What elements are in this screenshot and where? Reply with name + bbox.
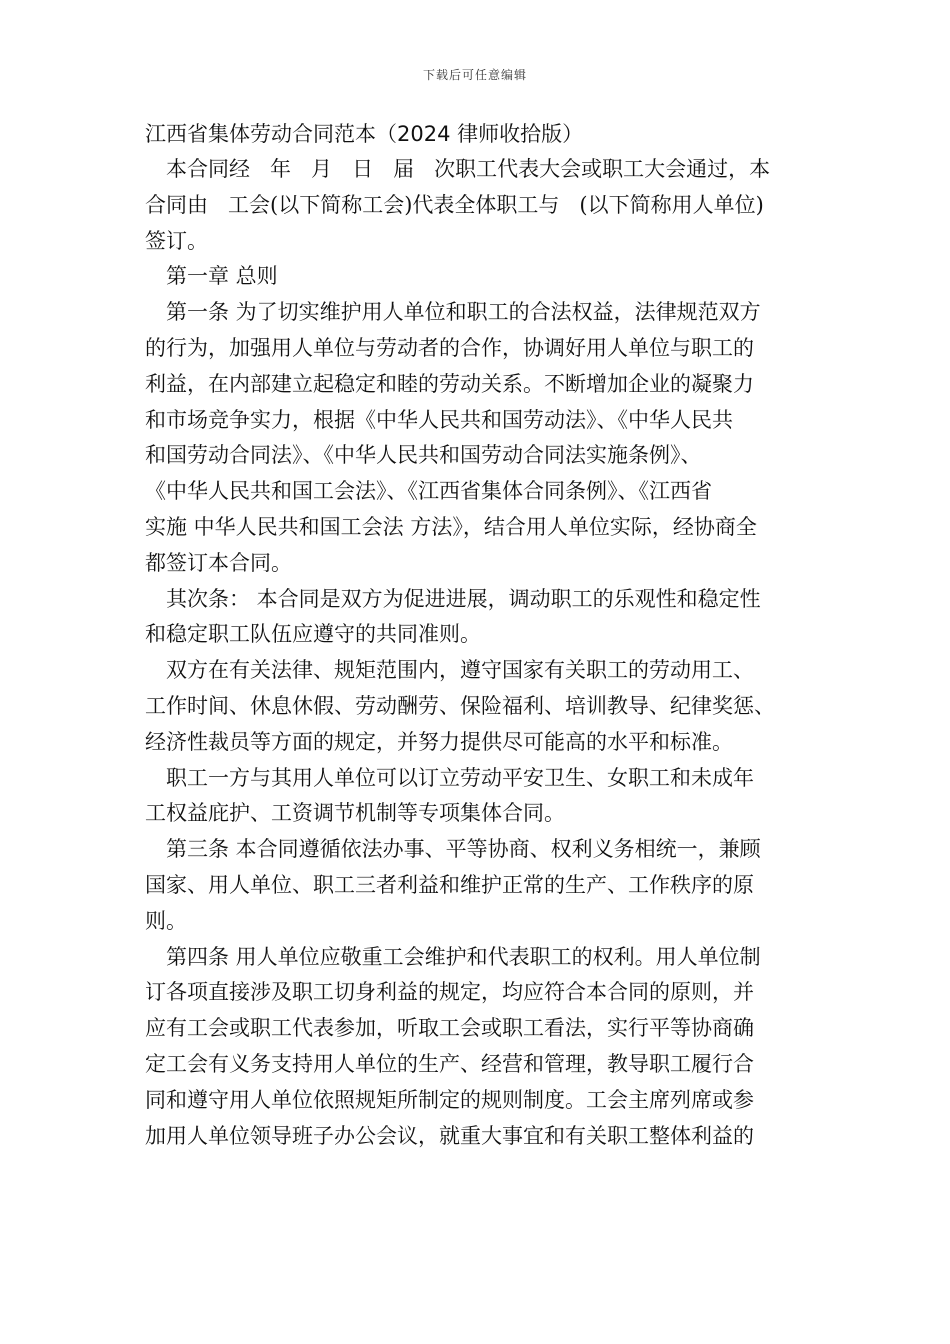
paragraph-line: 合同由 工会(以下简称工会)代表全体职工与 (以下简称用人单位) — [145, 192, 764, 217]
paragraph-line: 工权益庇护、工资调节机制等专项集体合同。 — [145, 801, 565, 826]
paragraph-line: 则。 — [145, 908, 187, 933]
paragraph-article2b — [145, 653, 815, 760]
paragraph-line: 加用人单位领导班子办公会议，就重大事宜和有关职工整体利益的 — [145, 1123, 754, 1148]
paragraph-line: 订各项直接涉及职工切身利益的规定，均应符合本合同的原则，并 — [145, 980, 754, 1005]
document-body — [145, 116, 815, 1154]
paragraph-line: 第三条 本合同遵循依法办事、平等协商、权利义务相统一，兼顾 — [166, 837, 761, 862]
paragraph-line: 双方在有关法律、规矩范围内，遵守国家有关职工的劳动用工、 — [166, 658, 754, 683]
paragraph-line: 和市场竞争实力，根据《中华人民共和国劳动法》、《中华人民共 — [145, 407, 733, 432]
paragraph-list — [145, 152, 815, 1154]
paragraph-line: 其次条： 本合同是双方为促进进展，调动职工的乐观性和稳定性 — [166, 586, 761, 611]
paragraph-line: 职工一方与其用人单位可以订立劳动平安卫生、女职工和未成年 — [166, 765, 754, 790]
paragraph-article1 — [145, 295, 815, 581]
paragraph-line: 和国劳动合同法》、《中华人民共和国劳动合同法实施条例》、 — [145, 443, 702, 468]
paragraph-line: 第一章 总则 — [166, 264, 278, 289]
paragraph-line: 签订。 — [145, 228, 208, 253]
paragraph-chapter1 — [145, 259, 815, 295]
paragraph-intro — [145, 152, 815, 259]
paragraph-line: 和稳定职工队伍应遵守的共同准则。 — [145, 622, 481, 647]
paragraph-article2 — [145, 582, 815, 654]
paragraph-line: 第一条 为了切实维护用人单位和职工的合法权益，法律规范双方 — [166, 300, 761, 325]
paragraph-article2c — [145, 761, 815, 833]
paragraph-line: 同和遵守用人单位依照规矩所制定的规则制度。工会主席列席或参 — [145, 1087, 754, 1112]
paragraph-line: 都签订本合同。 — [145, 550, 292, 575]
document-title: 江西省集体劳动合同范本（2024 律师收拾版） — [145, 122, 584, 146]
paragraph-line: 利益，在内部建立起稳定和睦的劳动关系。不断增加企业的凝聚力 — [145, 371, 754, 396]
paragraph-line: 应有工会或职工代表参加，听取工会或职工看法，实行平等协商确 — [145, 1016, 754, 1041]
page-header: 下载后可任意编辑 — [422, 68, 527, 82]
paragraph-line: 第四条 用人单位应敬重工会维护和代表职工的权利。用人单位制 — [166, 944, 761, 969]
paragraph-line: 工作时间、休息休假、劳动酬劳、保险福利、培训教导、纪律奖惩、 — [145, 693, 775, 718]
paragraph-line: 经济性裁员等方面的规定，并努力提供尽可能高的水平和标准。 — [145, 729, 733, 754]
paragraph-line: 定工会有义务支持用人单位的生产、经营和管理，教导职工履行合 — [145, 1051, 754, 1076]
paragraph-line: 实施 中华人民共和国工会法 方法》，结合用人单位实际，经协商全 — [145, 514, 757, 539]
paragraph-article4 — [145, 940, 815, 1155]
paragraph-line: 的行为，加强用人单位与劳动者的合作，协调好用人单位与职工的 — [145, 335, 754, 360]
paragraph-line: 《中华人民共和国工会法》、《江西省集体合同条例》、《江西省 — [145, 479, 712, 504]
paragraph-article3 — [145, 832, 815, 939]
paragraph-line: 国家、用人单位、职工三者利益和维护正常的生产、工作秩序的原 — [145, 872, 754, 897]
paragraph-line: 本合同经 年 月 日 届 次职工代表大会或职工大会通过，本 — [166, 157, 771, 181]
